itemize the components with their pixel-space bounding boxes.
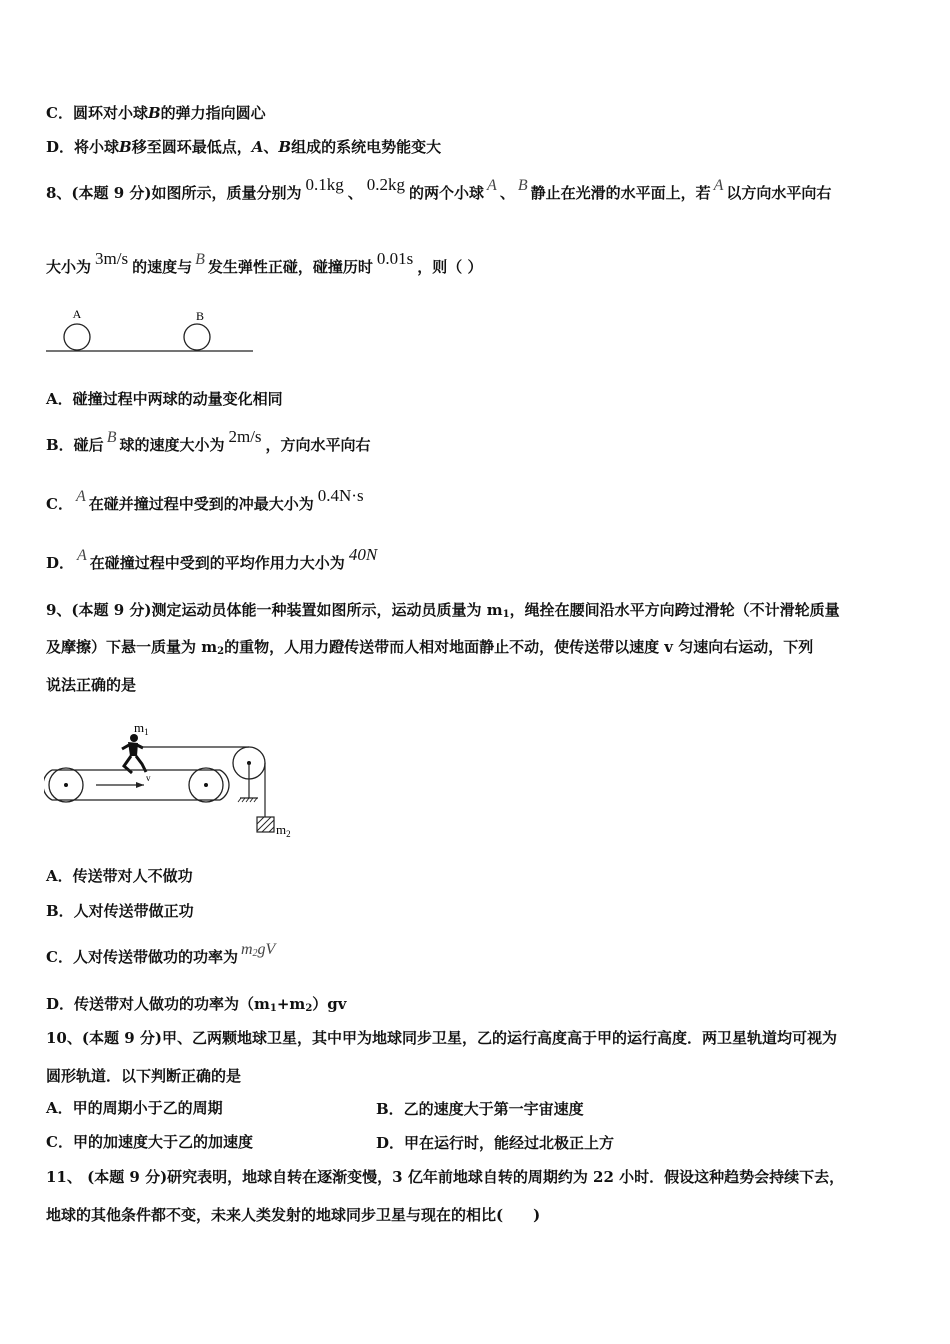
q8-optc-val: 0.4N·s: [317, 486, 364, 505]
q8-mass1: 0.1kg: [305, 175, 344, 194]
q7-optd-tail: 组成的系统电势能变大: [291, 138, 442, 156]
q9-line2-b: 的重物，人用力蹬传送带而人相对地面静止不动，使传送带以速度 v 匀速向右运动，下列: [224, 638, 814, 656]
q9-sub1: 1: [502, 609, 510, 620]
q8-optb-c: ，方向水平向右: [265, 436, 371, 454]
q9-optd-s2: 2: [305, 1003, 313, 1014]
q8-fig-label-a: A: [72, 307, 82, 321]
q7-optd-mid: 移至圆环最低点，: [131, 138, 252, 156]
q9-fig-m1-label: $m_1$: [134, 720, 149, 737]
q10-option-a: A．甲的周期小于乙的周期: [46, 1099, 223, 1117]
q9-sub2: 2: [217, 646, 225, 657]
q8-mass2: 0.2kg: [366, 175, 406, 194]
q8-sep1: 、: [347, 184, 363, 202]
q8-ball-b2: B: [195, 251, 205, 268]
q10-stem-line1: 10、(本题 9 分)甲、乙两颗地球卫星，其中甲为地球同步卫星，乙的运行高度高于甲的运行高度．两卫星轨道均可视为: [46, 1029, 837, 1047]
q8-sep2: 、: [499, 184, 515, 202]
q11-stem-line2: 地球的其他条件都不变，未来人类发射的地球同步卫星与现在的相比( ): [46, 1206, 541, 1224]
q8-optd-val: 40N: [348, 545, 378, 564]
q8-optb-ball: B: [106, 429, 117, 446]
q7-optd-sep: 、: [263, 138, 279, 156]
q8-option-d: [46, 545, 381, 574]
q8-optd-b: 在碰撞过程中受到的平均作用力大小为: [89, 554, 345, 572]
q9-stem-line1: [46, 600, 840, 625]
q9-option-c: [46, 941, 278, 972]
q8-stem-line2: [46, 249, 483, 278]
q8-optd-ball: A: [77, 547, 87, 564]
q8-figure: [44, 304, 256, 356]
q9-optc-a: C．人对传送带做功的功率为: [46, 948, 238, 966]
q8-line2-c: 发生弹性正碰，碰撞历时: [207, 258, 373, 276]
q8-optc-b: 在碰并撞过程中受到的冲最大小为: [88, 495, 314, 513]
q7-optd-var-b: B: [119, 138, 132, 156]
q8-time: 0.01s: [376, 249, 414, 268]
q8-prefix: 8、(本题 9 分)如图所示，质量分别为: [46, 184, 302, 202]
q8-mid2: 静止在光滑的水平面上，若: [530, 184, 711, 202]
q8-optb-val: 2m/s: [228, 427, 262, 446]
q8-option-c: [46, 486, 368, 515]
q8-ball-b: B: [517, 177, 528, 194]
q8-optc-a: C．: [46, 495, 73, 513]
q10-option-b: B．乙的速度大于第一宇宙速度: [376, 1100, 584, 1118]
q8-stem-line1: [46, 175, 832, 204]
q8-ball-a-shape: [64, 324, 90, 350]
q8-line2-b: 的速度与: [132, 258, 193, 276]
q10-option-c: C．甲的加速度大于乙的加速度: [46, 1133, 253, 1151]
q11-stem-line1: 11、 (本题 9 分)研究表明，地球自转在逐渐变慢，3 亿年前地球自转的周期约为 22 小时．假设这种趋势会持续下去，: [46, 1168, 845, 1186]
q8-option-a: A．碰撞过程中两球的动量变化相同: [46, 390, 283, 408]
q9-option-a: A．传送带对人不做功: [46, 867, 193, 885]
runner-figure: [122, 734, 146, 773]
q9-optd-c: ）gv: [312, 995, 347, 1013]
q7-optd-var-b2: B: [278, 138, 292, 156]
q7-option-d: [46, 137, 441, 157]
q7-optd-var-a: A: [251, 138, 264, 156]
q8-optb-b: 球的速度大小为: [119, 436, 225, 454]
q9-line2-a: 及摩擦）下悬一质量为 m: [46, 638, 218, 656]
q7-optd-text: D．将小球: [46, 138, 120, 156]
q9-optd-b: +m: [276, 995, 306, 1013]
q8-ball-b-shape: [184, 324, 210, 350]
q9-option-b: B．人对传送带做正功: [46, 902, 194, 920]
q8-ball-a: A: [487, 177, 497, 194]
q8-mid1: 的两个小球: [409, 184, 485, 202]
q8-line2-d: ，则（ ）: [417, 258, 483, 276]
q9-stem-line3: 说法正确的是: [46, 676, 137, 694]
q8-speed: 3m/s: [95, 249, 129, 268]
q8-ball-a2: A: [713, 177, 724, 194]
q10-stem-line2: 圆形轨道．以下判断正确的是: [46, 1067, 242, 1085]
q7-optc-text: C．圆环对小球: [46, 104, 148, 122]
q9-stem-line2: [46, 637, 813, 662]
q9-optd-a: D．传送带对人做功的功率为（m: [46, 995, 270, 1013]
q9-figure: [44, 716, 300, 842]
q8-option-b: [46, 427, 371, 456]
q9-line1-a: 9、(本题 9 分)测定运动员体能一种装置如图所示，运动员质量为 m: [46, 601, 503, 619]
q7-option-c: [46, 103, 266, 123]
q7-optc-tail: 的弹力指向圆心: [160, 104, 266, 122]
q8-fig-label-b: B: [195, 309, 205, 323]
q8-line2-a: 大小为: [46, 258, 92, 276]
q9-line1-b: ，绳拴在腰间沿水平方向跨过滑轮（不计滑轮质量: [509, 601, 840, 619]
q8-optb-a: B．碰后: [46, 436, 104, 454]
q9-fig-m2-label: $m_2$: [276, 822, 291, 839]
q9-option-d: [46, 994, 347, 1019]
q9-optc-expr: $m_2gV$: [240, 941, 276, 959]
q7-optc-var: B: [147, 104, 161, 122]
q8-optd-a: D．: [46, 554, 75, 572]
q8-optc-ball: A: [75, 488, 86, 505]
q10-option-d: D．甲在运行时，能经过北极正上方: [376, 1134, 615, 1152]
q9-optd-s1: 1: [269, 1003, 277, 1014]
q8-mid3: 以方向水平向右: [726, 184, 832, 202]
q9-fig-v-label: v: [146, 773, 151, 783]
